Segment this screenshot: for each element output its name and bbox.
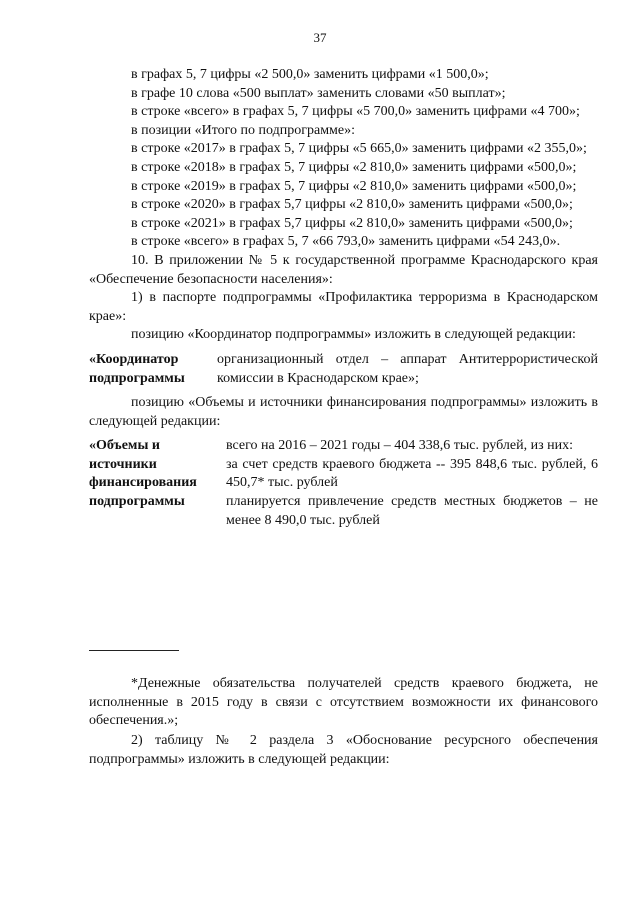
paragraph: 2) таблицу № 2 раздела 3 «Обоснование ресурсного обеспечения подпрограммы» изложить в следующей редакции: (89, 733, 598, 767)
financing-line: за счет средств краевого бюджета -- 395 848,6 тыс. рублей, 6 450,7* тыс. рублей (226, 456, 598, 491)
paragraph: в строке «всего» в графах 5, 7 «66 793,0» заменить цифрами «54 243,0». (131, 234, 561, 250)
coordinator-label: «Координатор подпрограммы (89, 351, 185, 386)
coordinator-value: организационный отдел – аппарат Антитеррористической комиссии в Краснодарском крае»; (217, 351, 598, 386)
paragraph: в позиции «Итого по подпрограмме»: (131, 122, 356, 138)
financing-value (212, 437, 598, 530)
paragraph: в строке «2020» в графах 5,7 цифры «2 810,0» заменить цифрами «500,0»; (131, 197, 573, 213)
paragraph: позицию «Объемы и источники финансирования подпрограммы» изложить в следующей редакции: (89, 395, 598, 429)
footnote: *Денежные обязательства получателей средств краевого бюджета, не исполненные в 2015 году в связи с отсутствием возможности их финансового обеспечения.»; (89, 676, 598, 729)
paragraph: в графе 10 слова «500 выплат» заменить словами «50 выплат»; (131, 85, 506, 101)
paragraph: в строке «2017» в графах 5, 7 цифры «5 665,0» заменить цифрами «2 355,0»; (131, 141, 587, 157)
paragraph: позицию «Координатор подпрограммы» изложить в следующей редакции: (131, 327, 576, 343)
page-number: 37 (313, 30, 327, 45)
financing-label: «Объемы и источники финансирования подпрограммы (89, 438, 197, 510)
paragraph: 1) в паспорте подпрограммы «Профилактика терроризма в Краснодарском крае»: (89, 290, 598, 324)
paragraph: в строке «2018» в графах 5, 7 цифры «2 810,0» заменить цифрами «500,0»; (131, 159, 577, 175)
document-body (89, 66, 598, 530)
paragraph: в строке «2021» в графах 5,7 цифры «2 810,0» заменить цифрами «500,0»; (131, 215, 573, 231)
financing-table (89, 437, 598, 530)
paragraph: в строке «всего» в графах 5, 7 цифры «5 700,0» заменить цифрами «4 700»; (131, 104, 580, 120)
paragraph: в графах 5, 7 цифры «2 500,0» заменить цифрами «1 500,0»; (131, 67, 489, 82)
financing-line: всего на 2016 – 2021 годы – 404 338,6 тыс. рублей, из них: (226, 438, 573, 454)
paragraph: 10. В приложении № 5 к государственной программе Краснодарского края «Обеспечение безопасности населения»: (89, 252, 598, 287)
footnote-separator (89, 650, 179, 651)
paragraph: в строке «2019» в графах 5, 7 цифры «2 810,0» заменить цифрами «500,0»; (131, 178, 577, 194)
financing-line: планируется привлечение средств местных бюджетов – не менее 8 490,0 тыс. рублей (226, 494, 598, 528)
coordinator-table (89, 351, 598, 388)
